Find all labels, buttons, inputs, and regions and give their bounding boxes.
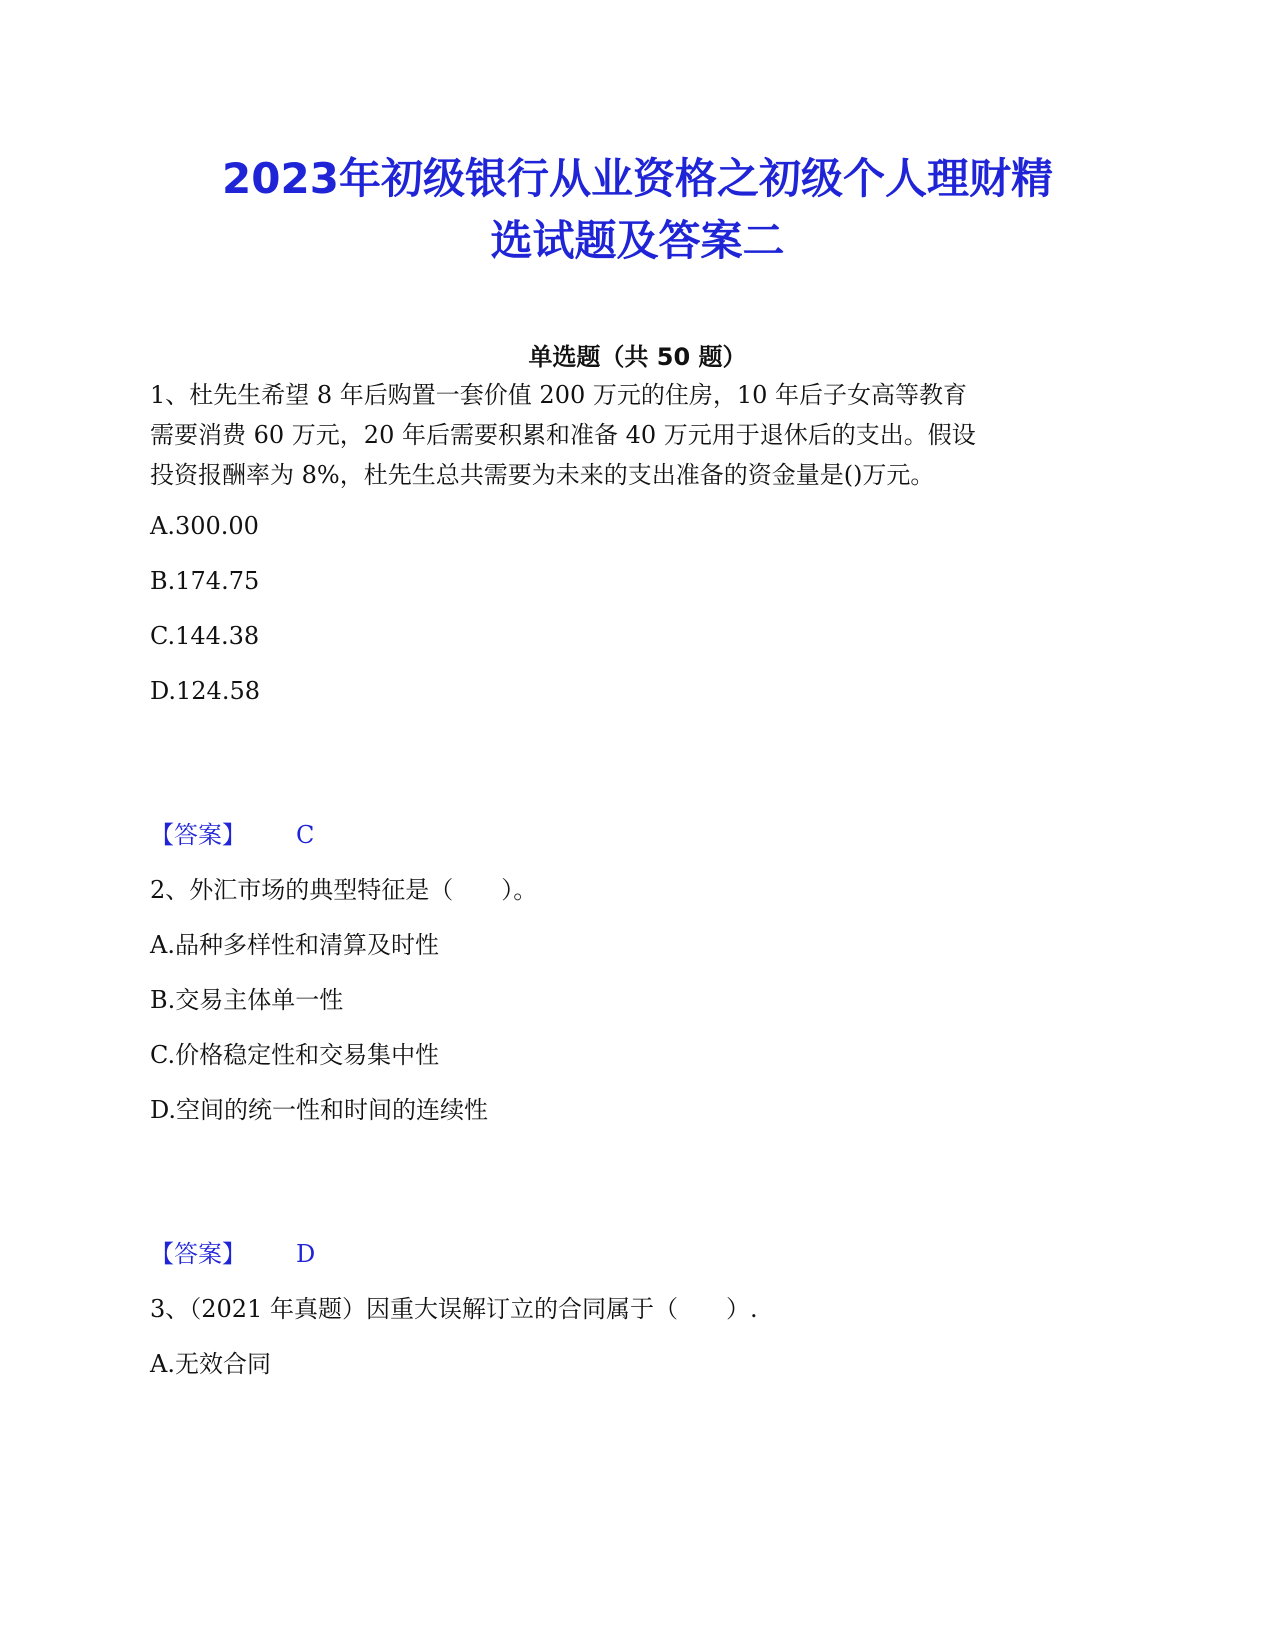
- option-a: A.无效合同: [150, 1350, 271, 1378]
- option-b: B.174.75: [150, 567, 260, 595]
- answer-label: 【答案】: [150, 1240, 246, 1268]
- title-line-2: 选试题及答案二: [490, 216, 785, 265]
- answer-row: [150, 1236, 315, 1272]
- question-1-stem: [150, 375, 976, 495]
- title-line-1: 2023年初级银行从业资格之初级个人理财精: [222, 154, 1053, 203]
- option-b: B.交易主体单一性: [150, 986, 344, 1014]
- option-d: D.124.58: [150, 677, 260, 705]
- question-2-stem: 2、外汇市场的典型特征是（ ）。: [150, 876, 538, 904]
- document-title: [130, 148, 1145, 272]
- answer-label: 【答案】: [150, 821, 246, 849]
- question-stem-line: 投资报酬率为 8%，杜先生总共需要为未来的支出准备的资金量是()万元。: [150, 461, 935, 489]
- answer-row: [150, 817, 314, 853]
- option-a: A.品种多样性和清算及时性: [150, 931, 439, 959]
- answer-value: C: [296, 821, 315, 849]
- question-stem-line: 1、杜先生希望 8 年后购置一套价值 200 万元的住房，10 年后子女高等教育: [150, 381, 968, 409]
- option-c: C.144.38: [150, 622, 260, 650]
- answer-value: D: [296, 1240, 316, 1268]
- option-a: A.300.00: [150, 512, 259, 540]
- section-header: 单选题（共 50 题）: [528, 343, 747, 371]
- question-3-stem: 3、（2021 年真题）因重大误解订立的合同属于（ ）.: [150, 1295, 758, 1323]
- option-c: C.价格稳定性和交易集中性: [150, 1041, 440, 1069]
- question-stem-line: 需要消费 60 万元，20 年后需要积累和准备 40 万元用于退休后的支出。假设: [150, 421, 976, 449]
- option-d: D.空间的统一性和时间的连续性: [150, 1096, 489, 1124]
